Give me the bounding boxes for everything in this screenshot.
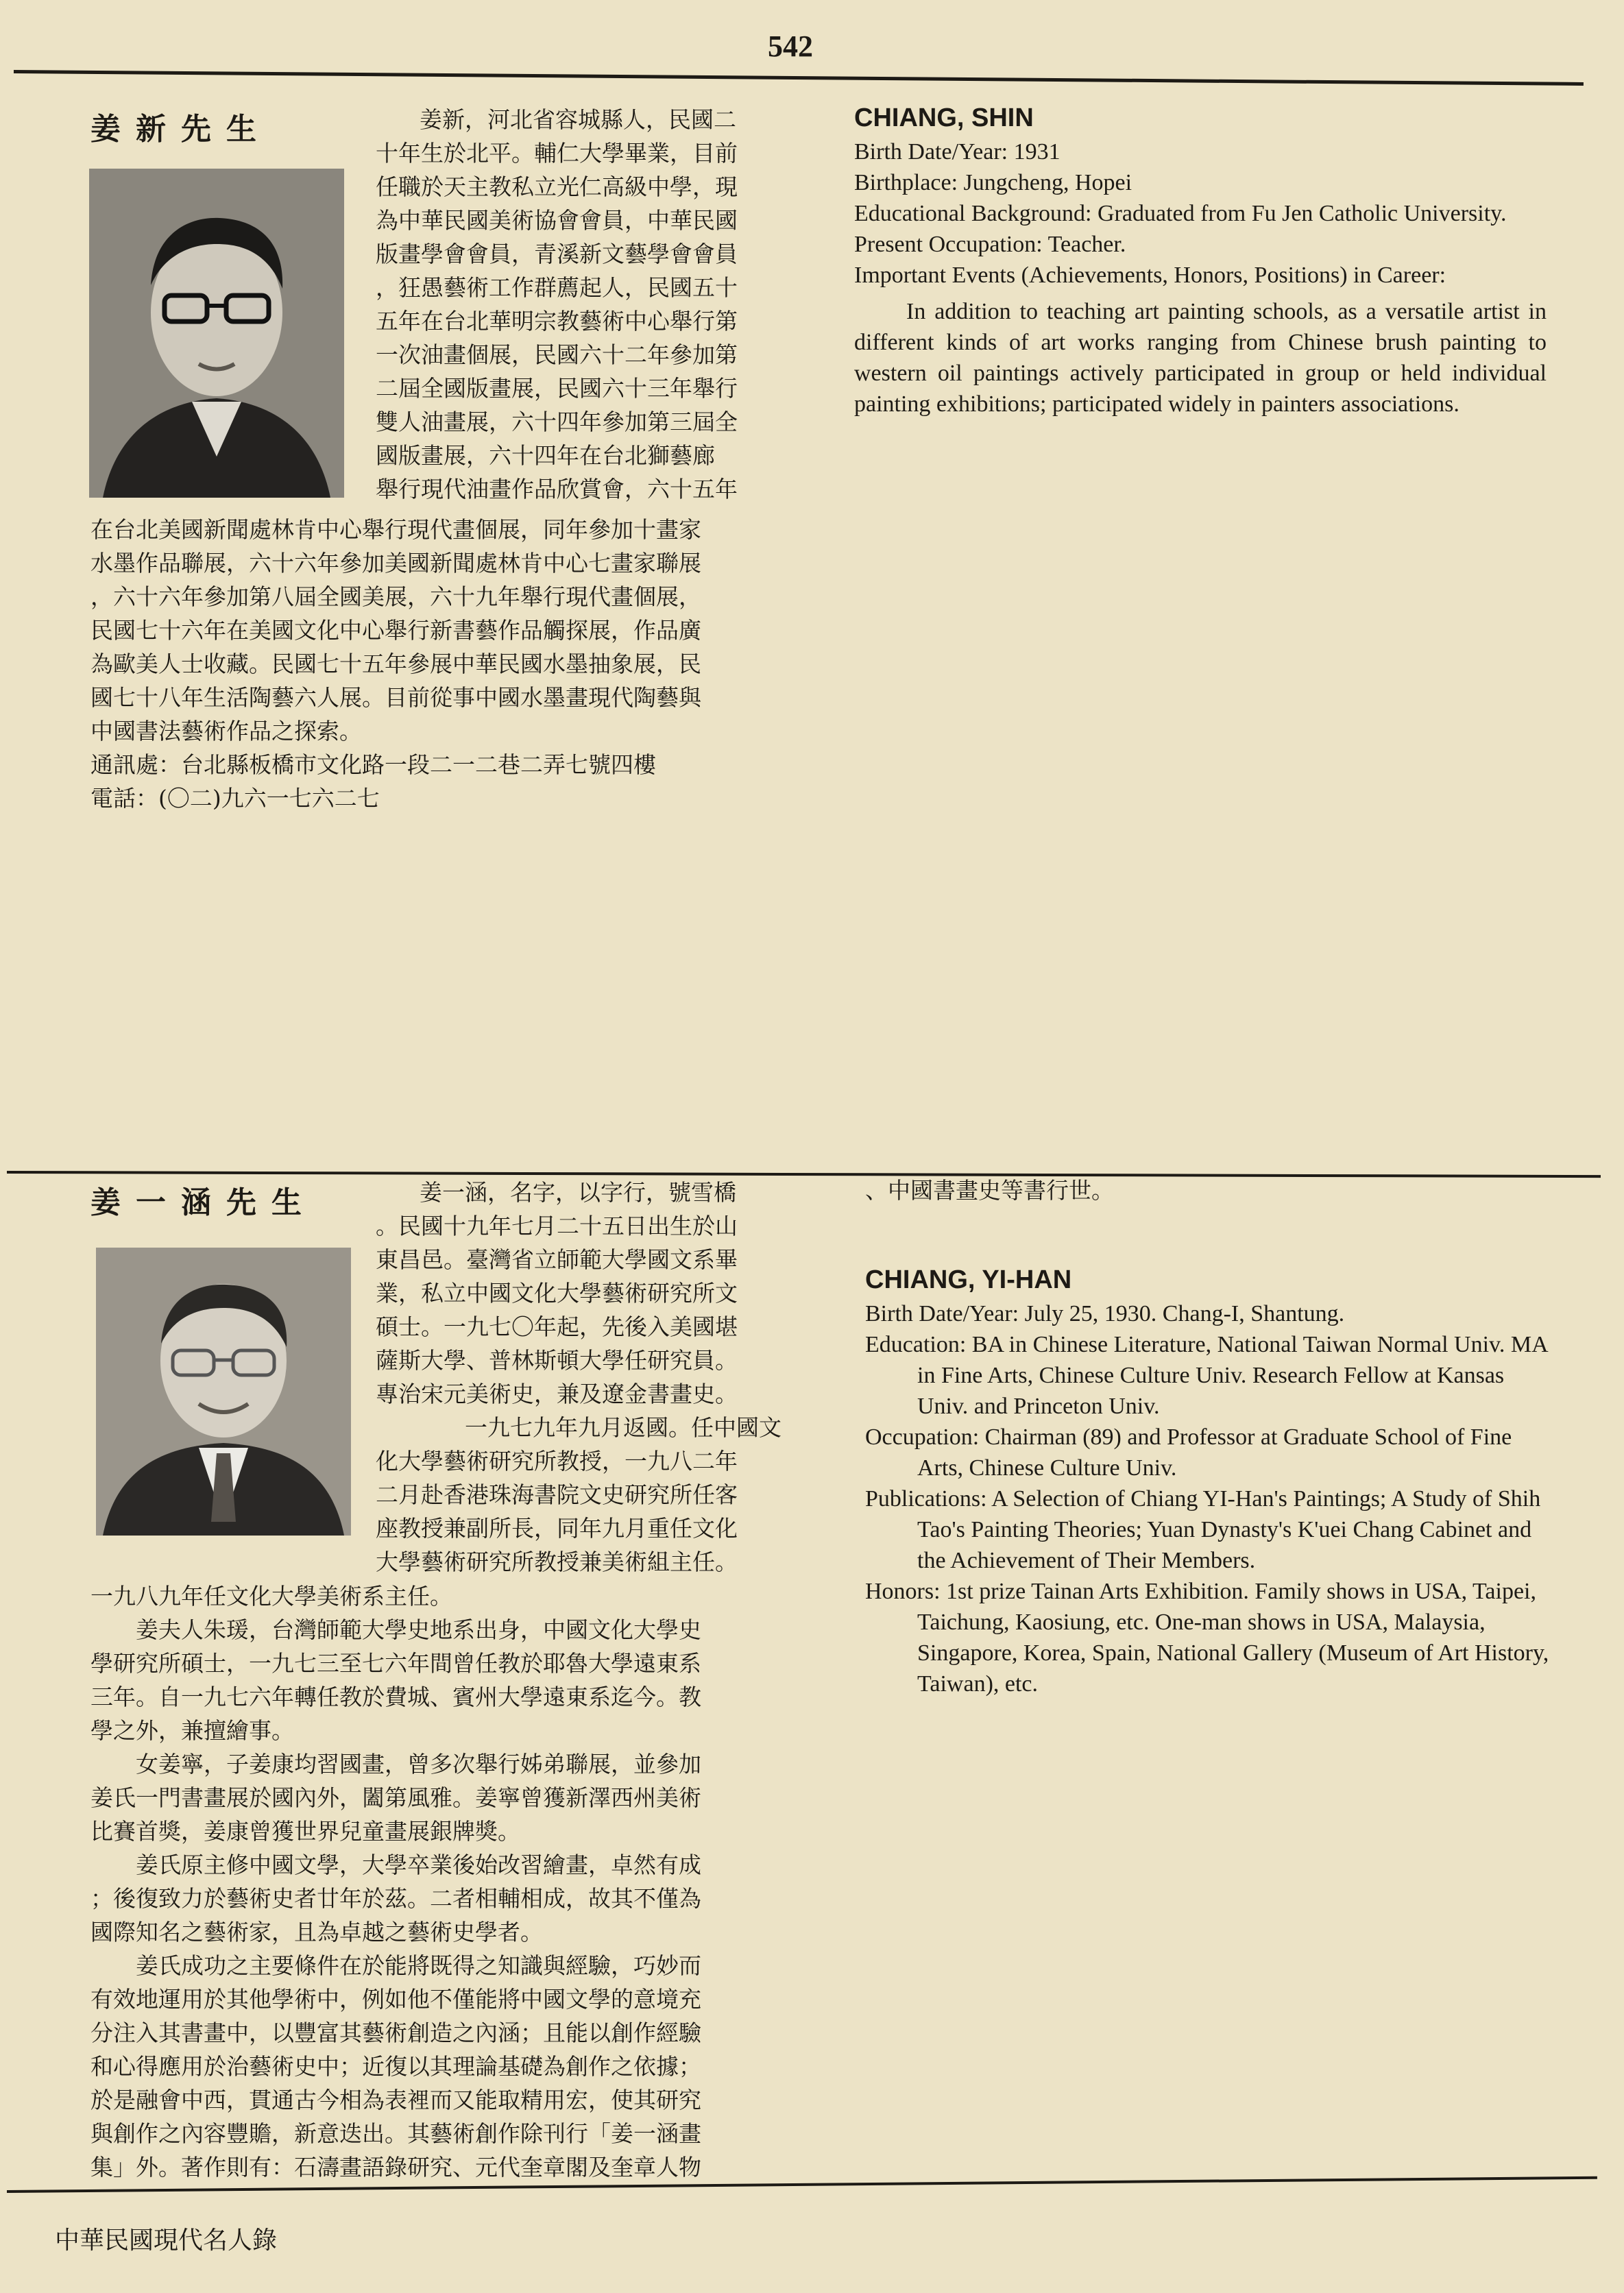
bio-line: 碩士。一九七〇年起，先後入美國堪	[376, 1313, 738, 1340]
en-field: Birth Date/Year: July 25, 1930. Chang-I, Shantung.	[865, 1301, 1345, 1326]
entry-2-bio-zh-column	[376, 1176, 801, 1579]
bio-line: 姜一涵，名字，以字行，號雪橋	[420, 1179, 736, 1206]
bio-line: 大學藝術研究所教授兼美術組主任。	[376, 1549, 738, 1575]
en-field: Important Events (Achievements, Honors, Positions) in Career:	[854, 263, 1446, 288]
bio-line: 一次油畫個展，民國六十二年參加第	[376, 341, 738, 368]
bio-line: 在台北美國新聞處林肯中心舉行現代畫個展，同年參加十畫家	[90, 516, 701, 543]
bio-line: 薩斯大學、普林斯頓大學任研究員。	[376, 1347, 738, 1374]
bio-line: 版畫學會會員，青溪新文藝學會會員	[376, 241, 738, 267]
bio-line: 十年生於北平。輔仁大學畢業，目前	[376, 140, 738, 167]
page-number: 542	[768, 29, 813, 63]
bio-line: 學之外，兼擅繪事。	[90, 1717, 294, 1744]
bio-line: ，狂愚藝術工作群薦起人，民國五十	[376, 274, 738, 301]
bio-line: 五年在台北華明宗教藝術中心舉行第	[376, 308, 738, 335]
bio-line: 為歐美人士收藏。民國七十五年參展中華民國水墨抽象展，民	[90, 651, 701, 677]
bio-line: 學研究所碩士，一九七三至七六年間曾任教於耶魯大學遠東系	[90, 1650, 701, 1677]
bio-line: 國版畫展，六十四年在台北獅藝廊	[376, 442, 715, 469]
entry-1-portrait-photo	[89, 169, 344, 498]
bio-line: 分注入其書畫中，以豐富其藝術創造之內涵；且能以創作經驗	[90, 2019, 701, 2046]
bio-line: 一九八九年任文化大學美術系主任。	[90, 1583, 452, 1610]
bio-line: 中國書法藝術作品之探索。	[90, 718, 362, 744]
bio-line: ，六十六年參加第八屆全國美展，六十九年舉行現代畫個展，	[90, 583, 701, 610]
entry-2-continuation	[865, 1174, 1482, 1207]
bio-line: 與創作之內容豐贍，新意迭出。其藝術創作除刊行「姜一涵畫	[90, 2120, 701, 2147]
bleed-through-texture	[829, 603, 1577, 1124]
bio-line: 民國七十六年在美國文化中心舉行新書藝作品觸探展，作品廣	[90, 617, 701, 644]
bio-line: 專治宋元美術史，兼及遼金書畫史。	[376, 1381, 738, 1407]
en-field: Educational Background: Graduated from Fu Jen Catholic University.	[854, 201, 1507, 226]
entry-1-name-en: CHIANG, SHIN	[854, 104, 1034, 132]
en-field: Birth Date/Year: 1931	[854, 139, 1061, 165]
entry-2-bio-zh-wide	[90, 1579, 817, 2184]
entry-1-name-zh: 姜新先生	[90, 112, 271, 147]
bio-line: 國七十八年生活陶藝六人展。目前從事中國水墨畫現代陶藝與	[90, 684, 701, 711]
bio-line: 東昌邑。臺灣省立師範大學國文系畢	[376, 1246, 738, 1273]
bio-line: 、中國書畫史等書行世。	[865, 1177, 1114, 1204]
bio-line: 有效地運用於其他學術中，例如他不僅能將中國文學的意境充	[90, 1986, 701, 2013]
bio-line: 水墨作品聯展，六十六年參加美國新聞處林肯中心七畫家聯展	[90, 550, 701, 577]
en-field: Honors: 1st prize Tainan Arts Exhibition. Family shows in USA, Taipei, Taichung, Kaosiung, etc. One-man shows in USA, Malaysia, Singapore, Korea, Spain, National Gallery (Museum of Art History, Taiwan), etc.	[865, 1579, 1549, 1697]
bio-line: 於是融會中西，貫通古今相為表裡而又能取精用宏，使其研究	[90, 2087, 701, 2113]
en-field: Occupation: Chairman (89) and Professor at Graduate School of Fine Arts, Chinese Culture Univ.	[865, 1424, 1512, 1481]
bio-line: 姜氏原主修中國文學，大學卒業後始改習繪畫，卓然有成	[136, 1852, 701, 1878]
entry-1-phone: 電話：(〇二)九六一七六二七	[90, 785, 380, 812]
bio-line: 集」外。著作則有：石濤畫語錄研究、元代奎章閣及奎章人物	[90, 2154, 701, 2181]
bio-line: 舉行現代油畫作品欣賞會，六十五年	[376, 476, 738, 502]
bio-line: 一九七九年九月返國。任中國文	[465, 1414, 781, 1441]
bio-line: 和心得應用於治藝術史中；近復以其理論基礎為創作之依據；	[90, 2053, 701, 2080]
bio-line: 三年。自一九七六年轉任教於費城、賓州大學遠東系迄今。教	[90, 1684, 701, 1710]
bio-line: 業，私立中國文化大學藝術研究所文	[376, 1280, 738, 1307]
bio-line: 雙人油畫展，六十四年參加第三屆全	[376, 409, 738, 435]
bio-line: 比賽首獎，姜康曾獲世界兒童畫展銀牌獎。	[90, 1818, 520, 1845]
bio-line: 。民國十九年七月二十五日出生於山	[376, 1213, 738, 1239]
entry-2-portrait-photo	[96, 1248, 351, 1536]
en-field: Publications: A Selection of Chiang YI-Han's Paintings; A Study of Shih Tao's Painting Theories; Yuan Dynasty's K'uei Chang Cabinet and the Achievement of Their Members.	[865, 1486, 1541, 1573]
bio-line: 姜新，河北省容城縣人，民國二	[420, 106, 736, 133]
entry-2-name-zh: 姜一涵先生	[90, 1185, 317, 1220]
bio-line: 二月赴香港珠海書院文史研究所任客	[376, 1481, 738, 1508]
entry-1-bio-en	[854, 103, 1547, 420]
bio-line: 化大學藝術研究所教授，一九八二年	[376, 1448, 738, 1475]
entry-1-bio-zh-wide	[90, 513, 817, 815]
bio-line: 姜夫人朱瑗，台灣師範大學史地系出身，中國文化大學史	[136, 1616, 701, 1643]
bio-line: 姜氏一門書畫展於國內外，闔第風雅。姜寧曾獲新澤西州美術	[90, 1784, 701, 1811]
entry-1-bio-zh-column	[376, 103, 814, 506]
en-paragraph: In addition to teaching art painting schools, as a versatile artist in different kinds of art works ranging from Chinese brush painting to western oil paintings actively participated in group or held individual painting exhibitions; participated widely in painters associations.	[854, 299, 1547, 417]
top-rule	[14, 70, 1584, 86]
bio-line: 姜氏成功之主要條件在於能將既得之知識與經驗，巧妙而	[136, 1952, 701, 1979]
bio-line: ；後復致力於藝術史者廿年於茲。二者相輔相成，故其不僅為	[90, 1885, 701, 1912]
entry-1-address: 通訊處：台北縣板橋市文化路一段二一二巷二弄七號四樓	[90, 751, 656, 778]
bio-line: 國際知名之藝術家，且為卓越之藝術史學者。	[90, 1919, 543, 1945]
en-field: Present Occupation: Teacher.	[854, 232, 1126, 257]
bio-line: 女姜寧，子姜康均習國畫，曾多次舉行姊弟聯展，並參加	[136, 1751, 701, 1778]
footer-book-title: 中華民國現代名人錄	[55, 2227, 278, 2255]
entry-2-bio-en	[865, 1265, 1551, 1699]
en-field: Birthplace: Jungcheng, Hopei	[854, 170, 1132, 195]
entry-2-name-en: CHIANG, YI-HAN	[865, 1265, 1072, 1294]
bio-line: 二屆全國版畫展，民國六十三年舉行	[376, 375, 738, 402]
en-field: Education: BA in Chinese Literature, National Taiwan Normal Univ. MA in Fine Arts, Chinese Culture Univ. Research Fellow at Kansas Univ. and Princeton Univ.	[865, 1332, 1547, 1419]
bio-line: 為中華民國美術協會會員，中華民國	[376, 207, 738, 234]
bio-line: 任職於天主教私立光仁高級中學，現	[376, 173, 738, 200]
bio-line: 座教授兼副所長，同年九月重任文化	[376, 1515, 738, 1542]
